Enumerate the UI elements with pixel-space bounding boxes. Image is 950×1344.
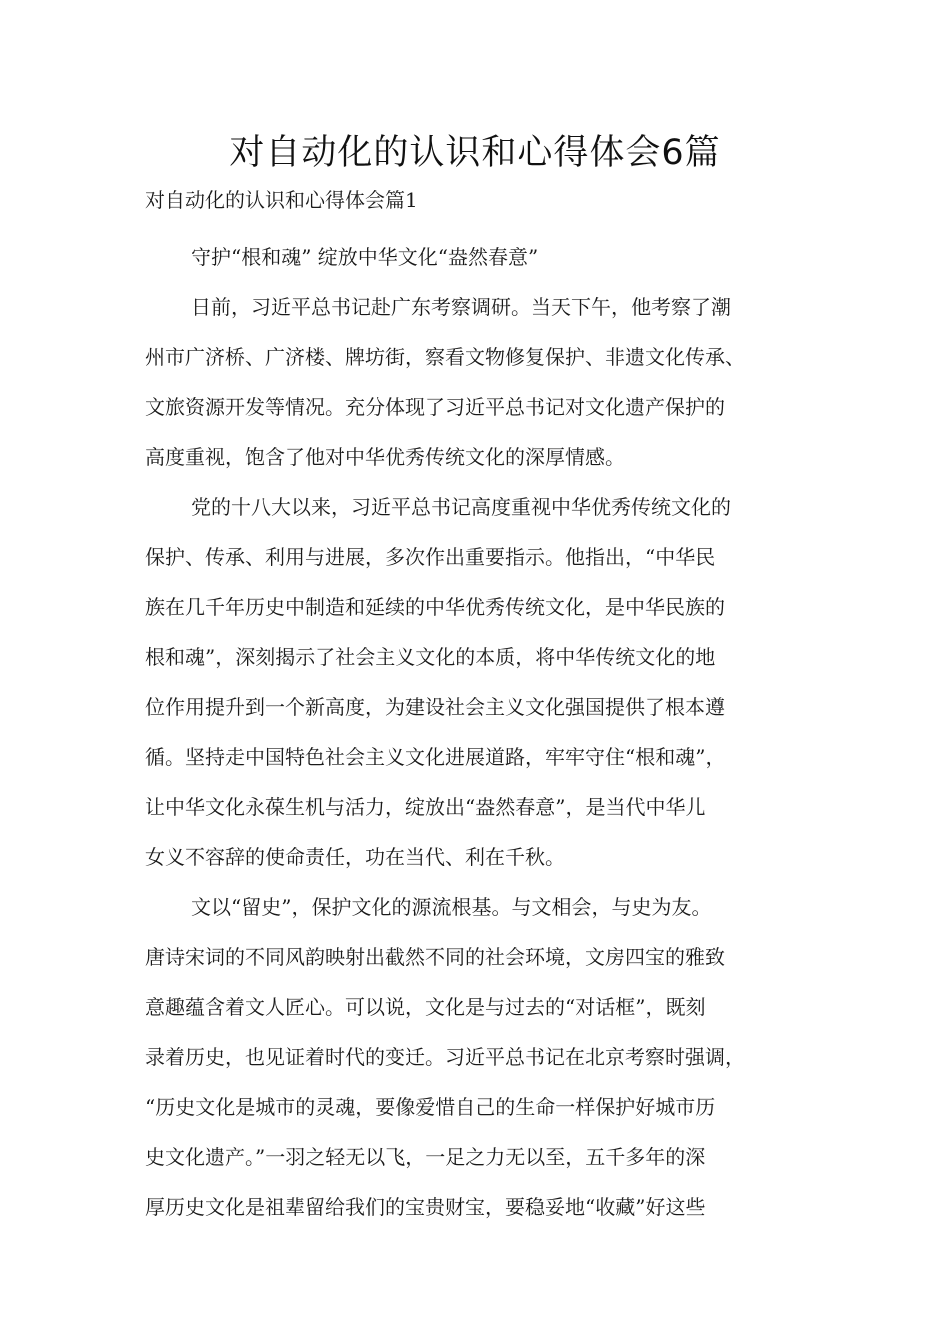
paragraph-line: 州市广济桥、广济楼、牌坊街，察看文物修复保护、非遗文化传承、: [145, 345, 745, 369]
paragraph-line: 厚历史文化是祖辈留给我们的宝贵财宝，要稳妥地“收藏”好这些: [145, 1195, 706, 1219]
document-body: [145, 232, 807, 1232]
paragraph-line: 位作用提升到一个新高度，为建设社会主义文化强国提供了根本遵: [145, 695, 725, 719]
paragraph-line: 史文化遗产。”一羽之轻无以飞，一足之力无以至，五千多年的深: [145, 1145, 706, 1169]
paragraph-line: 唐诗宋词的不同风韵映射出截然不同的社会环境，文房四宝的雅致: [145, 945, 725, 969]
paragraph-line: 保护、传承、利用与进展，多次作出重要指示。他指出，“中华民: [145, 545, 716, 569]
paragraph-line: 录着历史，也见证着时代的变迁。习近平总书记在北京考察时强调，: [145, 1045, 745, 1069]
paragraph-line: 党的十八大以来，习近平总书记高度重视中华优秀传统文化的: [191, 495, 731, 519]
paragraph-line: 让中华文化永葆生机与活力，绽放出“盎然春意”，是当代中华儿: [145, 795, 706, 819]
paragraph-line: 族在几千年历史中制造和延续的中华优秀传统文化，是中华民族的: [145, 595, 725, 619]
section-title: 对自动化的认识和心得体会篇1: [145, 188, 418, 212]
subheading-line: 守护“根和魂” 绽放中华文化“盎然春意”: [191, 245, 539, 269]
paragraph-line: 意趣蕴含着文人匠心。可以说，文化是与过去的“对话框”，既刻: [145, 995, 706, 1019]
paragraph-line: 日前，习近平总书记赴广东考察调研。当天下午，他考察了潮: [191, 295, 731, 319]
paragraph-line: 根和魂”，深刻揭示了社会主义文化的本质，将中华传统文化的地: [145, 645, 716, 669]
paragraph-line: 女义不容辞的使命责任，功在当代、利在千秋。: [145, 845, 565, 869]
paragraph-line: 文以“留史”，保护文化的源流根基。与文相会，与史为友。: [191, 895, 712, 919]
paragraph-line: 文旅资源开发等情况。充分体现了习近平总书记对文化遗产保护的: [145, 395, 725, 419]
paragraph-line: 高度重视，饱含了他对中华优秀传统文化的深厚情感。: [145, 445, 625, 469]
document-title: 对自动化的认识和心得体会6篇: [229, 133, 721, 173]
paragraph-line: “历史文化是城市的灵魂，要像爱惜自己的生命一样保护好城市历: [145, 1095, 716, 1119]
paragraph-line: 循。坚持走中国特色社会主义文化进展道路，牢牢守住“根和魂”，: [145, 745, 726, 769]
